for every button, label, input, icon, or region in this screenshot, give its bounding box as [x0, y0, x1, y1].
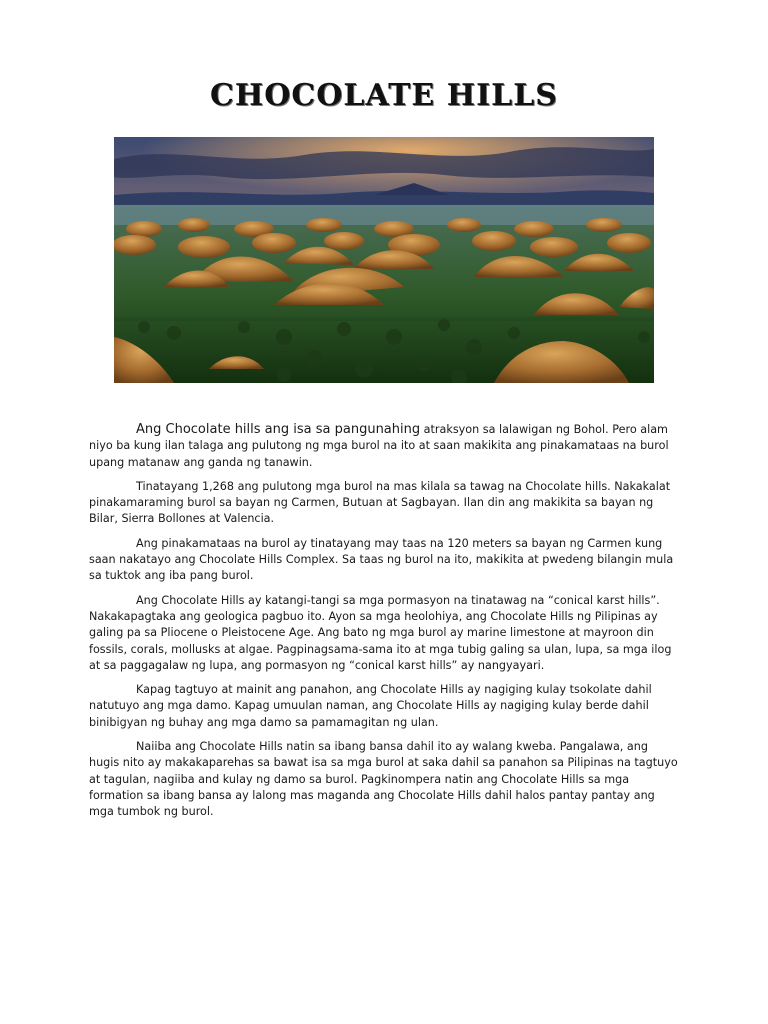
- paragraph-4: Ang Chocolate Hills ay katangi-tangi sa mga pormasyon na tinatawag na “conical karst hills”. Nakakapagtaka ang geologica pagbuo ito. Ayon sa mga heolohiya, ang Chocolate Hills ng Pilipinas ay galing pa sa Pliocene o Pleistocene Age. Ang bato ng mga burol ay marine limestone at mayroon din fossils, corals, mollusks at algae. Pagpinagsama-sama ito at mga tubig galing sa ulan, lupa, sa mga ilog at sa paggagalaw ng lupa, ang pormasyon ng “conical karst hills” ay nangyayari.: [89, 593, 672, 672]
- paragraph-text: atraksyon sa lalawigan ng Bohol. Pero alam niyo ba kung ilan talaga ang pulutong ng mga burol na ito at saan makikita ang pinakamataas na burol upang matanaw ang ganda ng tanawin.: [89, 423, 669, 469]
- paragraph-lead: Ang Chocolate hills ang isa sa pangunahing: [136, 422, 421, 437]
- page-title: CHOCOLATE HILLS: [210, 78, 558, 113]
- chocolate-hills-photo: [114, 137, 654, 383]
- paragraph-1: [89, 422, 681, 471]
- paragraph-2: Tinatayang 1,268 ang pulutong mga burol na mas kilala sa tawag na Chocolate hills. Nakakalat pinakamaraming burol sa bayan ng Carmen, Butuan at Sagbayan. Ilan din ang makikita sa bayan ng Bilar, Sierra Bollones at Valencia.: [89, 479, 671, 526]
- paragraph-6: Naiiba ang Chocolate Hills natin sa ibang bansa dahil ito ay walang kweba. Pangalawa, ang hugis nito ay makakaparehas sa bawat isa sa mga burol at saka dahil sa panahon sa Pilipinas na tagtuyo at tagulan, nagiiba and kulay ng damo sa burol. Pagkinompera natin ang Chocolate Hills sa mga formation sa ibang bansa ay lalong mas maganda ang Chocolate Hills dahil halos pantay pantay ang mga tumbok ng burol.: [89, 740, 678, 819]
- paragraph-3: Ang pinakamataas na burol ay tinatayang may taas na 120 meters sa bayan ng Carmen kung saan nakatayo ang Chocolate Hills Complex. Sa taas ng burol na ito, makikita at pwedeng bilangin mula sa tuktok ang iba pang burol.: [89, 536, 674, 583]
- article-body: [89, 422, 681, 829]
- paragraph-5: Kapag tagtuyo at mainit ang panahon, ang Chocolate Hills ay nagiging kulay tsokolate dahil natutuyo ang mga damo. Kapag umuulan naman, ang Chocolate Hills ay nagiging kulay berde dahil binibigyan ng buhay ang mga damo sa pamamagitan ng ulan.: [89, 683, 652, 729]
